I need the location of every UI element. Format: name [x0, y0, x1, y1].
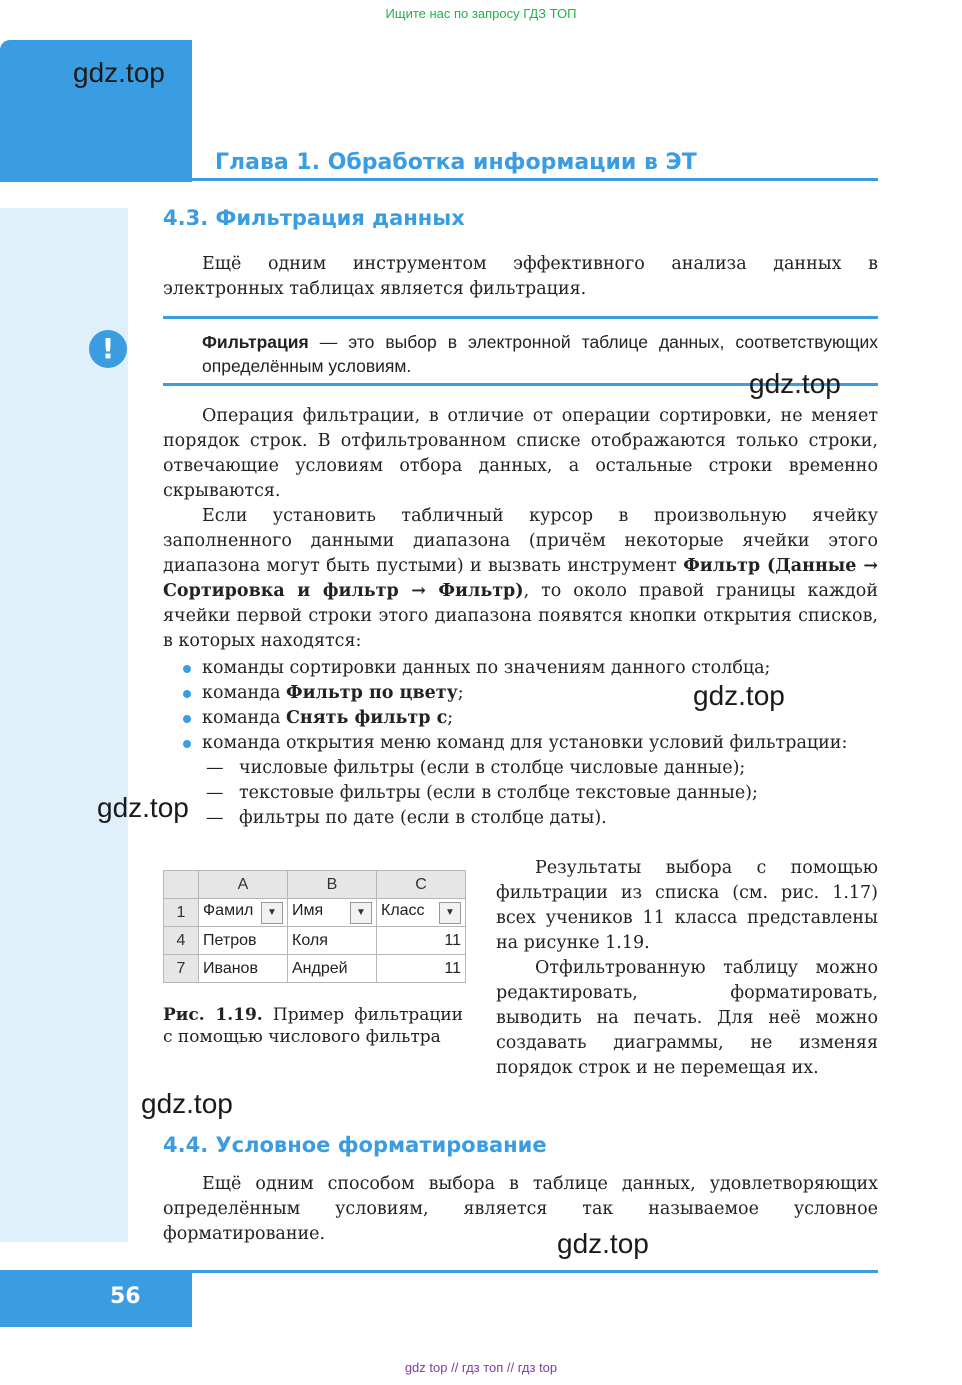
column-header: B [288, 871, 377, 899]
header-cell: Имя ▼ [288, 899, 377, 927]
para2-part1: Если установить табличный курсор в произвольную ячейку заполненного данными диапазона (причём некоторые ячейки этого диапазона могут быть пустыми) и вызвать инструмент [163, 506, 878, 576]
definition-text: — это выбор в электронной таблице данных, соответствующих определённым условиям. [202, 332, 878, 376]
sub-list-item: — фильтры по дате (если в столбце даты). [206, 808, 607, 828]
chapter-underline [192, 178, 878, 181]
top-note: Ищите нас по запросу ГДЗ ТОП [385, 6, 577, 21]
list-item: команды сортировки данных по значениям данного столбца; [163, 656, 878, 681]
watermark: gdz.top [749, 368, 841, 399]
section-title-conditional-formatting: 4.4. Условное форматирование [163, 1133, 547, 1157]
list-item: команда открытия меню команд для установки условий фильтрации: [163, 731, 878, 756]
table-cell: Иванов [199, 955, 288, 983]
right-column [496, 856, 878, 1081]
row-number: 4 [164, 927, 199, 955]
header-cell: Класс ▼ [377, 899, 466, 927]
chapter-title: Глава 1. Обработка информации в ЭТ [215, 150, 697, 175]
bullet-dot [183, 715, 191, 723]
paragraph-filter-operation: Операция фильтрации, в отличие от операции сортировки, не меняет порядок строк. В отфильтрованном списке отображаются только строки, отвечающие условиям отбора данных, а остальные строки временно скрываются. [163, 406, 878, 501]
dropdown-arrow-icon[interactable]: ▼ [261, 902, 283, 924]
definition-term: Фильтрация [202, 332, 309, 352]
bullet-dot [183, 665, 191, 673]
row-number: 7 [164, 955, 199, 983]
table-cell: 11 [377, 927, 466, 955]
watermark: gdz.top [141, 1088, 233, 1119]
table-cell: Петров [199, 927, 288, 955]
para2-part2: , то около правой границы каждой ячейки первой строки этого диапазона появятся кнопки открытия списков, в которых находятся: [163, 581, 878, 651]
table-cell: Коля [288, 927, 377, 955]
figure-caption [163, 1004, 463, 1048]
row-number: 1 [164, 899, 199, 927]
watermark: gdz.top [73, 57, 165, 88]
exclamation-icon: ! [89, 330, 127, 368]
sub-list-item: — числовые фильтры (если в столбце числовые данные); [206, 758, 746, 778]
column-header: C [377, 871, 466, 899]
right-paragraph-results: Результаты выбора с помощью фильтрации из списка (см. рис. 1.17) всех учеников 11 класса представлены на рисунке 1.19. [496, 858, 878, 953]
page-number: 56 [110, 1284, 141, 1309]
watermark: gdz.top [693, 680, 785, 711]
header-cell: Фамил ▼ [199, 899, 288, 927]
list-item: команда Фильтр по цвету; [163, 681, 878, 706]
caption-label: Рис. 1.19. [163, 1005, 263, 1025]
sub-list-item: — текстовые фильтры (если в столбце текстовые данные); [206, 783, 758, 803]
watermark: gdz.top [557, 1228, 649, 1259]
bottom-rule [192, 1270, 878, 1273]
filter-icon[interactable]: ▼ [439, 902, 461, 924]
paragraph-conditional-formatting: Ещё одним способом выбора в таблице данных, удовлетворяющих определённым условиям, является так называемое условное форматирование. [163, 1174, 878, 1244]
filtered-spreadsheet-table [163, 870, 466, 983]
dropdown-arrow-icon[interactable]: ▼ [350, 902, 372, 924]
table-cell: 11 [377, 955, 466, 983]
watermark: gdz.top [97, 792, 189, 823]
right-paragraph-editing: Отфильтрованную таблицу можно редактировать, форматировать, выводить на печать. Для неё можно создавать диаграммы, не изменяя порядок строк и не перемещая их. [496, 958, 878, 1078]
paragraph-filter-tool [163, 504, 878, 654]
column-header: A [199, 871, 288, 899]
caption-text: Пример фильтрации с помощью числового фильтра [163, 1005, 464, 1047]
bullet-dot [183, 690, 191, 698]
table-cell: Андрей [288, 955, 377, 983]
corner-cell [164, 871, 199, 899]
section-title-filtering: 4.3. Фильтрация данных [163, 206, 465, 230]
list-item: команда Снять фильтр с; [163, 706, 878, 731]
para2-bold: Фильтр (Данные → Сортировка и фильтр → Фильтр) [163, 556, 878, 601]
definition-top-line [163, 316, 878, 319]
bullet-dot [183, 740, 191, 748]
page-number-box [0, 1270, 192, 1327]
intro-paragraph: Ещё одним инструментом эффективного анализа данных в электронных таблицах является фильтрация. [163, 254, 878, 299]
footer-text: gdz top // гдз топ // гдз top [404, 1360, 558, 1375]
